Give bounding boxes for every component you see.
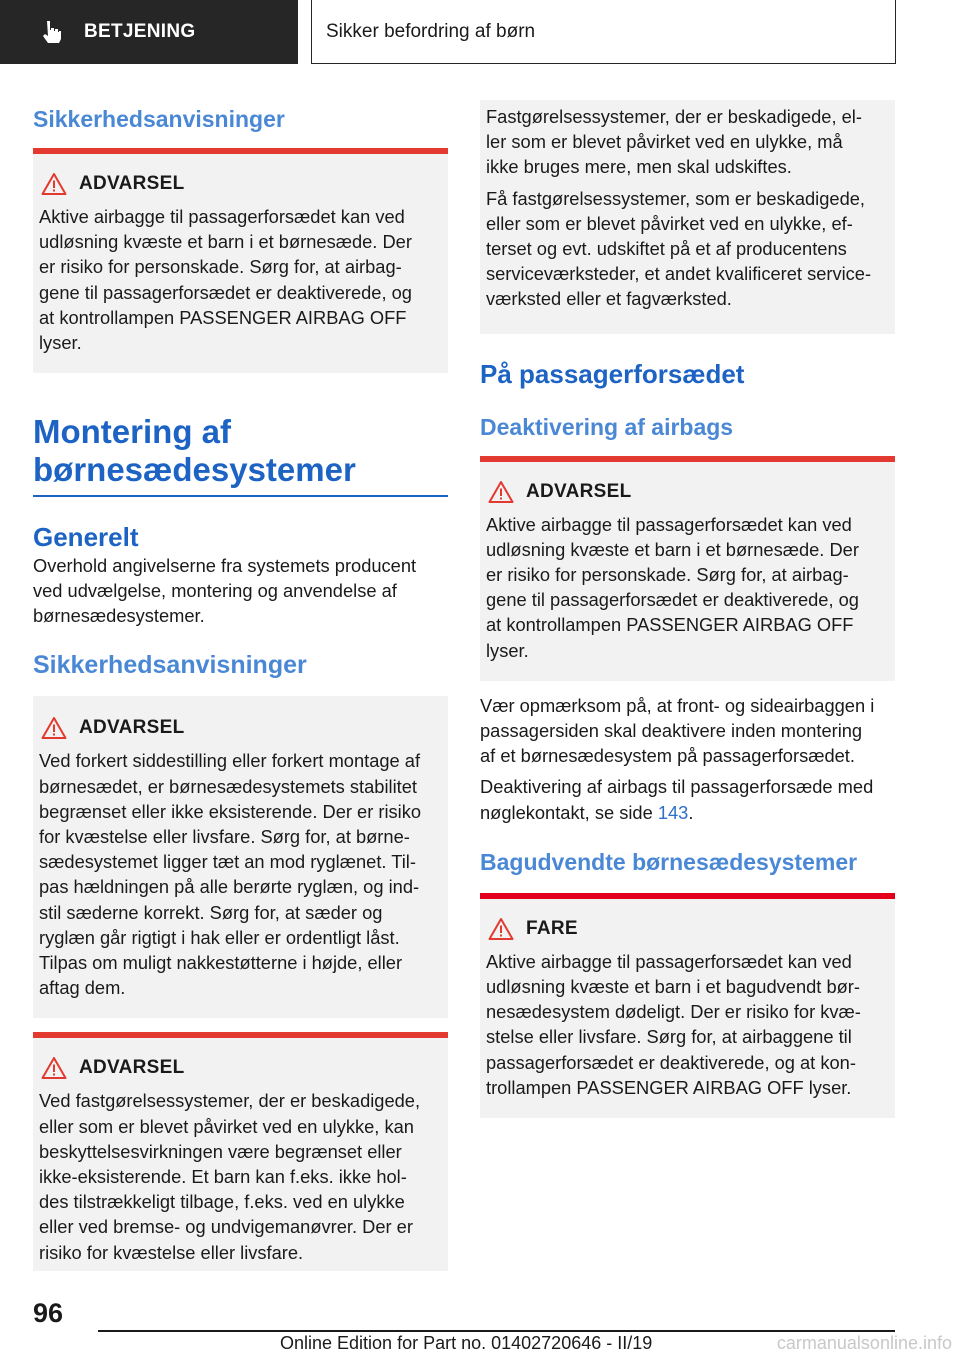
text-line: eller ved bremse- og undvigemanøvrer. Der er (39, 1216, 413, 1238)
text-line: Aktive airbagge til passagerforsædet kan ved (486, 950, 852, 972)
text-line: trollampen PASSENGER AIRBAG OFF lyser. (486, 1076, 852, 1098)
warning-triangle-icon (41, 716, 67, 740)
page-number: 96 (33, 1298, 64, 1328)
warning-title: ADVARSEL (79, 173, 185, 194)
text-line: ikke bruges mere, men skal udskiftes. (486, 156, 792, 178)
general-paragraph (33, 553, 448, 629)
attention-paragraph (480, 693, 895, 769)
text-line: eller som er blevet påvirket ved en ulykke, kan (39, 1115, 414, 1137)
heading-deactivate-airbags: Deaktivering af airbags (480, 413, 734, 440)
text-line: Aktive airbagge til passagerforsædet kan ved (39, 206, 405, 227)
heading-general: Generelt (33, 521, 139, 552)
heading-mounting (33, 413, 448, 489)
continuation-paragraph-2 (486, 186, 889, 312)
text-line: udløsning kvæste et barn i et børnesæde. Der (39, 231, 412, 253)
text-line: Deaktivering af airbags til passagerforsæde med (480, 776, 874, 798)
text-line: ryglæn går rigtigt i hak eller er ordentligt låst. (39, 926, 400, 948)
text-line: begrænset eller ikke eksisterende. Der er risiko (39, 800, 422, 822)
danger-text (486, 949, 889, 1100)
text-line: Vær opmærksom på, at front- og sideairbaggen i (480, 694, 875, 716)
text-line: Ved forkert siddestilling eller forkert montage af (39, 750, 421, 772)
text-line: stil sæderne korrekt. Sørg for, at sæder og (39, 901, 383, 923)
text-line: er risiko for personskade. Sørg for, at airbag- (486, 564, 849, 586)
text-line: gene til passagerforsædet er deaktiverede, og (39, 281, 412, 303)
text-line: Overhold angivelserne fra systemets producent (33, 554, 417, 576)
text-line: ikke-eksisterende. Et barn kan f.eks. ikke hol- (39, 1165, 407, 1187)
text-line: passagerforsædet er deaktiverede, og at kon- (486, 1051, 856, 1073)
text-line: sædesystemet ligger tæt an mod ryglænet. Til- (39, 851, 416, 873)
header-section-label: BETJENING (84, 21, 196, 42)
text-line: børnesædet, er børnesædesystemets stabilitet (39, 775, 417, 797)
warning-triangle-icon (41, 172, 67, 196)
watermark: carmanualsonline.info (776, 1333, 952, 1353)
deactivation-paragraph (480, 774, 895, 824)
warning-text (39, 204, 442, 355)
warning-header (486, 476, 889, 508)
text-fragment: nøglekontakt, se side (480, 801, 658, 823)
text-line (480, 800, 895, 825)
text-line: er risiko for personskade. Sørg for, at airbag- (39, 256, 402, 278)
text-line: udløsning kvæste et barn i et børnesæde. Der (486, 538, 859, 560)
text-line: ved udvælgelse, montering og anvendelse af (33, 579, 397, 601)
warning-title: ADVARSEL (526, 480, 632, 502)
text-line: at kontrollampen PASSENGER AIRBAG OFF (39, 306, 407, 328)
danger-header (486, 913, 889, 945)
warning-box-4 (480, 456, 895, 681)
header-section-tab (0, 0, 298, 64)
left-column (33, 100, 448, 1271)
text-line: nesædesystem dødeligt. Der er risiko for kvæ- (486, 1001, 861, 1023)
warning-box-2 (33, 696, 448, 1018)
text-line: Ved fastgørelsessystemer, der er beskadigede, (39, 1090, 421, 1112)
text-line: terset og evt. udskiftet på et af producentens (486, 238, 847, 260)
header-chapter-box (311, 0, 896, 64)
page-reference-link[interactable]: 143 (657, 801, 689, 823)
heading-safety-instructions-2: Sikkerhedsanvisninger (33, 651, 307, 680)
warning-box-3 (33, 1032, 448, 1270)
text-line: pas hældningen på alle berørte ryglæn, og ind- (39, 876, 420, 898)
text-line: lyser. (486, 639, 529, 661)
heading-rule (33, 495, 448, 497)
right-column (480, 100, 895, 1118)
heading-mounting-line1: Montering af (33, 413, 231, 451)
footer-rule (98, 1330, 895, 1332)
heading-mounting-line2: børnesædesystemer (33, 451, 356, 489)
text-line: des tilstrækkeligt tilbage, f.eks. ved en ulykke (39, 1191, 405, 1213)
hand-pointer-icon (38, 19, 64, 45)
footer-edition-text: Online Edition for Part no. 01402720646 - II/19 (280, 1333, 653, 1353)
text-line: Få fastgørelsessystemer, som er beskadigede, (486, 187, 865, 209)
text-line: eller som er blevet påvirket ved en ulykke, ef- (486, 212, 853, 234)
text-line: udløsning kvæste et barn i et bagudvendt bør- (486, 976, 860, 998)
text-line: for kvæstelse eller livsfare. Sørg for, at børne- (39, 825, 410, 847)
heading-passenger-seat: På passagerforsædet (480, 358, 745, 389)
warning-text (39, 1088, 442, 1264)
text-line: værksted eller et fagværksted. (486, 288, 732, 310)
text-line: stelse eller livsfare. Sørg for, at airbaggene til (486, 1026, 852, 1048)
text-line: børnesædesystemer. (33, 605, 205, 627)
text-fragment: . (688, 801, 694, 823)
danger-title: FARE (526, 917, 578, 939)
warning-header (39, 168, 442, 200)
warning-triangle-icon (488, 917, 514, 941)
heading-rear-facing-seats: Bagudvendte børnesædesystemer (480, 848, 858, 875)
text-line: at kontrollampen PASSENGER AIRBAG OFF (486, 614, 854, 636)
text-line: Fastgørelsessystemer, der er beskadigede, el- (486, 106, 862, 127)
warning-title: ADVARSEL (79, 1057, 185, 1079)
warning-title: ADVARSEL (79, 717, 185, 739)
text-line: ler som er blevet påvirket ved en ulykke, må (486, 131, 843, 153)
text-line: Aktive airbagge til passagerforsædet kan ved (486, 513, 852, 535)
continuation-paragraph-1 (486, 104, 889, 180)
header-chapter-title: Sikker befordring af børn (326, 20, 536, 42)
text-line: gene til passagerforsædet er deaktiverede, og (486, 589, 859, 611)
text-line: aftag dem. (39, 977, 126, 999)
text-line: lyser. (39, 332, 82, 354)
text-line: serviceværksteder, et andet kvalificeret service- (486, 263, 872, 285)
warning-text (39, 748, 442, 1000)
warning-box-1 (33, 148, 448, 373)
heading-safety-instructions-1: Sikkerhedsanvisninger (33, 106, 285, 132)
text-line: risiko for kvæstelse eller livsfare. (39, 1241, 304, 1263)
text-line: beskyttelsesvirkningen være begrænset eller (39, 1140, 402, 1162)
text-line: passagersiden skal deaktivere inden montering (480, 720, 863, 742)
text-line: af et børnesædesystem på passagerforsædet. (480, 745, 855, 767)
text-line: Tilpas om muligt nakkestøtterne i højde, eller (39, 951, 403, 973)
danger-box (480, 893, 895, 1118)
warning-header (39, 1052, 442, 1084)
warning-header (39, 712, 442, 744)
warning-triangle-icon (488, 480, 514, 504)
warning-text (486, 512, 889, 663)
warning-triangle-icon (41, 1056, 67, 1080)
warning-box-continuation (480, 100, 895, 334)
